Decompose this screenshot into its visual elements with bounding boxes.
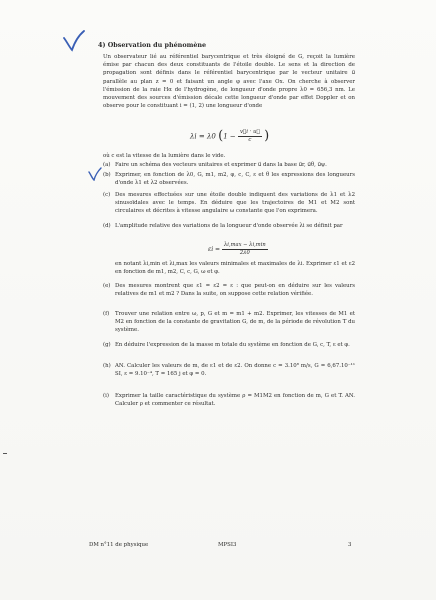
section-number: 4) (98, 41, 106, 49)
question-label: (b) (103, 172, 111, 178)
question-text: en notant λi,min et λi,max les valeurs minimales et maximales de λi. Exprimer ε1 et ε2 en fonction de m1, m2, C, c, G, ω et φ. (115, 261, 355, 276)
question-label: (i) (103, 393, 109, 399)
question-label (103, 260, 115, 276)
question-label: (f) (103, 311, 110, 317)
footer-class: MPSI3 (218, 542, 237, 548)
question-label: (h) (103, 363, 111, 369)
question-text: Des mesures effectuées sur une étoile double indiquent des variations de λ1 et λ2 sinusoïdales avec le temps. En déduire que les trajectoires de M1 et M2 sont circulaires et décrites à vitesse angulaire ω constante que l'on exprimera. (115, 192, 355, 215)
amplitude-numerator: λi,max − λi,min (224, 242, 266, 248)
question-f (103, 310, 355, 335)
question-i (103, 392, 355, 408)
amplitude-fraction (222, 242, 268, 257)
right-paren: ) (264, 128, 270, 144)
question-h (103, 362, 355, 378)
question-label: (e) (103, 283, 111, 289)
doppler-formula: λi = λ0 (1 − $\frac{v⃗i \cdot u⃗}{c}$ ) (190, 128, 270, 144)
question-e (103, 282, 355, 298)
footer-course: DM n°11 de physique (89, 542, 149, 548)
question-text: L'amplitude relative des variations de la longueur d'onde observée λi se définit par (115, 223, 343, 229)
question-text: En déduire l'expression de la masse m totale du système en fonction de G, c, T, ε et φ. (115, 342, 350, 348)
amplitude-lhs: εi = (208, 246, 221, 253)
question-b (103, 171, 355, 187)
formula-fraction (238, 129, 262, 144)
formula-numerator: v⃗i · u⃗ (239, 129, 260, 135)
intro-paragraph: Un observateur lié au référentiel barycentrique et très éloigné de G, reçoit la lumière émise par chacun des deux constituants de l'étoile double. Le sens et la direction de propagation sont définis dans le référentiel barycentrique par le vecteur unitaire u⃗ parallèle au plan z = 0 et faisant un angle φ avec l'axe Ox. On cherche à observer l'émission de la raie Hα de l'hydrogène, de longueur d'onde propre λ0 = 656,3 nm. Le mouvement des sources d'émission décale cette longueur d'onde par effet Doppler et on observe pour le constituant i = (1, 2) une longueur d'onde (103, 54, 355, 110)
question-g (103, 341, 355, 349)
question-d-continued (103, 260, 355, 276)
section-heading (98, 41, 206, 49)
question-label: (c) (103, 192, 111, 198)
question-label: (g) (103, 342, 111, 348)
question-d (103, 222, 355, 230)
question-text: Des mesures montrent que ε1 = ε2 = ε : que peut-on en déduire sur les valeurs relatives de m1 et m2 ? Dans la suite, on suppose cette relation vérifiée. (115, 283, 355, 298)
section-title: Observation du phénomène (107, 41, 207, 49)
footer-page-number: 3 (348, 542, 352, 548)
amplitude-formula (208, 242, 268, 257)
question-text: Faire un schéma des vecteurs unitaires et exprimer u⃗ dans la base u⃗r, u⃗θ, u⃗ψ. (115, 162, 327, 168)
left-paren: ( (218, 128, 224, 144)
question-text: Exprimer la taille caractéristique du système ρ = M1M2 en fonction de m, G et T. AN. Calculer ρ et commenter ce résultat. (115, 393, 355, 408)
question-label: (d) (103, 223, 111, 229)
question-a (103, 161, 355, 169)
formula-lhs: λi = λ0 (190, 132, 216, 141)
question-text: Exprimer, en fonction de λ0, G, m1, m2, φ, c, C, ε et θ les expressions des longueurs d'onde λ1 et λ2 observées. (115, 172, 355, 187)
question-label: (a) (103, 162, 111, 168)
formula-denominator: c (248, 137, 252, 143)
question-text: AN. Calculer les valeurs de m, de ε1 et de ε2. On donne c = 3.10⁸ m/s, G = 6,67.10⁻¹¹ SI, ε = 9.10⁻⁴, T = 165 j et φ = 0. (115, 363, 355, 378)
question-c (103, 191, 355, 216)
question-text: Trouver une relation entre ω, p, G et m = m1 + m2. Exprimer, les vitesses de M1 et M2 en fonction de la constante de gravitation G, de m, de la période de révolution T du système. (115, 311, 355, 334)
amplitude-denominator: 2λ0 (239, 250, 250, 256)
light-speed-note: où c est la vitesse de la lumière dans le vide. (103, 153, 226, 159)
